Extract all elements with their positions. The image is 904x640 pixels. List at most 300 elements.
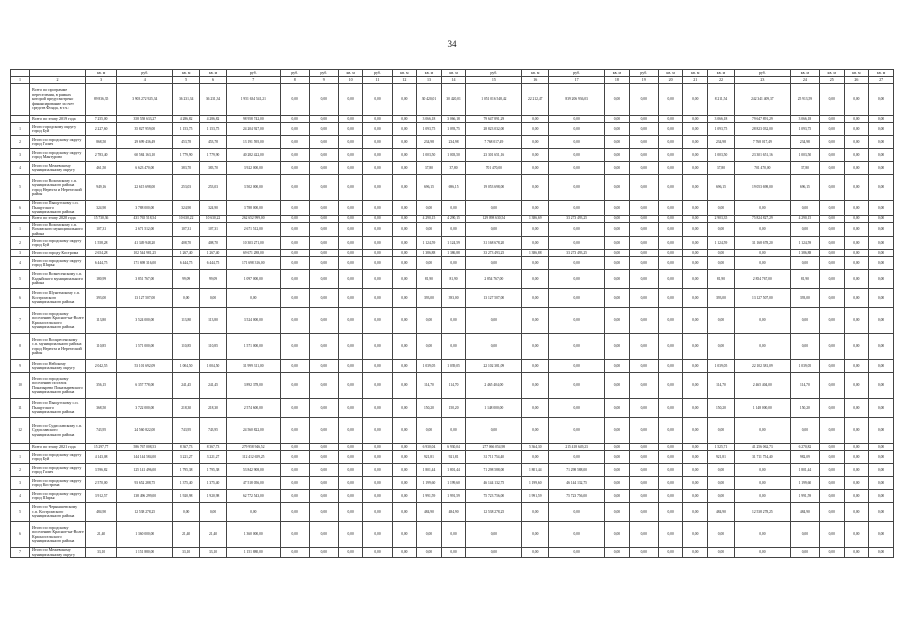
value-cell: 13 127 507,00 [466, 289, 522, 308]
value-cell: 0,00 [629, 464, 658, 477]
value-cell: 0,00 [549, 162, 605, 175]
value-cell: 0,00 [658, 270, 683, 289]
value-cell: 8 367,73 [173, 444, 200, 451]
column-number-cell: 26 [844, 77, 869, 84]
value-cell: 36 231,34 [173, 84, 200, 116]
value-cell: 0,00 [658, 175, 683, 201]
value-cell: 1 795,38 [200, 464, 227, 477]
table-row [11, 418, 894, 444]
table-row [11, 360, 894, 373]
value-cell: 0,00 [338, 175, 363, 201]
value-cell: 3 788 000,00 [117, 201, 173, 216]
value-cell: 0,00 [605, 399, 630, 418]
value-cell: 0,00 [683, 201, 708, 216]
value-cell: 0,00 [466, 201, 522, 216]
value-cell: 0,00 [869, 373, 894, 399]
value-cell: 0,00 [819, 123, 844, 136]
value-cell: 0,00 [658, 308, 683, 334]
value-cell: 277 066 054,98 [466, 444, 522, 451]
unit-header-cell: кв. м [522, 70, 549, 77]
value-cell: 0,00 [363, 334, 392, 360]
value-cell: 0,00 [844, 477, 869, 490]
value-cell: 12 538 278,25 [466, 503, 522, 522]
value-cell: 393,00 [417, 289, 442, 308]
value-cell: 0,00 [363, 136, 392, 149]
value-cell: 113,80 [173, 308, 200, 334]
value-cell: 0,00 [629, 477, 658, 490]
value-cell: 0,00 [309, 360, 338, 373]
value-cell: 0,00 [683, 548, 708, 558]
value-cell: 0,00 [683, 360, 708, 373]
value-cell: 0,00 [392, 503, 417, 522]
value-cell: 0,00 [658, 444, 683, 451]
row-label-cell: Итого по городскому поселению поселок Поназырево Поназыревского муниципального района [30, 373, 86, 399]
row-label-cell: Итого по Пыщугскому с.п. Пыщугского муниципального района [30, 399, 86, 418]
value-cell: 0,00 [819, 334, 844, 360]
unit-header-cell: кв. м [869, 70, 894, 77]
value-cell: 6 357 778,00 [117, 373, 173, 399]
value-cell: 0,00 [734, 477, 790, 490]
value-cell: 4 143,08 [85, 451, 116, 464]
value-cell: 0,00 [683, 222, 708, 237]
column-number-cell: 17 [549, 77, 605, 84]
value-cell: 0,00 [363, 123, 392, 136]
value-cell: 0,00 [309, 270, 338, 289]
value-cell: 0,00 [683, 451, 708, 464]
unit-header-cell: кв. м [173, 70, 200, 77]
value-cell: 102 544 981,25 [117, 250, 173, 257]
value-cell: 0,00 [309, 477, 338, 490]
row-label-cell: Итого по Чернышевскому с.п. Костромского муниципального района [30, 503, 86, 522]
value-cell: 1 153,75 [200, 123, 227, 136]
value-cell: 19 053 698,00 [734, 175, 790, 201]
value-cell: 0,00 [734, 250, 790, 257]
value-cell: 0,00 [417, 257, 442, 270]
value-cell: 0,00 [844, 162, 869, 175]
value-cell: 0,00 [522, 308, 549, 334]
value-cell: 234,98 [708, 136, 735, 149]
value-cell: 0,00 [338, 464, 363, 477]
value-cell: 0,00 [309, 464, 338, 477]
value-cell: 0,00 [363, 399, 392, 418]
unit-header-cell: руб. [549, 70, 605, 77]
column-number-cell: 6 [200, 77, 227, 84]
value-cell: 15 730,36 [85, 215, 116, 222]
value-cell: 0,00 [869, 116, 894, 123]
value-cell: 29 699 436,49 [117, 136, 173, 149]
value-cell: 921,81 [708, 451, 735, 464]
value-cell: 2 465 404,00 [734, 373, 790, 399]
value-cell: 0,00 [392, 201, 417, 216]
value-cell: 0,00 [819, 162, 844, 175]
value-cell: 0,00 [280, 215, 309, 222]
table-row [11, 175, 894, 201]
value-cell: 0,00 [708, 334, 735, 360]
value-cell: 0,00 [309, 522, 338, 548]
row-number-cell: 3 [11, 149, 30, 162]
value-cell: 0,00 [466, 222, 522, 237]
value-cell: 0,00 [338, 201, 363, 216]
value-cell: 71 298 588,00 [549, 464, 605, 477]
row-number-cell: 5 [11, 175, 30, 201]
row-label-cell: Итого по Шунгенскому с.п. Костромского муниципального района [30, 289, 86, 308]
value-cell: 0,00 [869, 522, 894, 548]
table-row [11, 334, 894, 360]
value-cell: 0,00 [363, 162, 392, 175]
table-row [11, 222, 894, 237]
value-cell: 0,00 [819, 418, 844, 444]
value-cell: 1 360 000,00 [117, 522, 173, 548]
value-cell: 0,00 [844, 136, 869, 149]
value-cell: 696,15 [708, 175, 735, 201]
value-cell: 0,00 [708, 548, 735, 558]
value-cell: 368,50 [85, 399, 116, 418]
value-cell: 701 470,00 [466, 162, 522, 175]
value-cell: 0,00 [844, 270, 869, 289]
value-cell: 81,90 [441, 270, 466, 289]
value-cell: 0,00 [790, 334, 819, 360]
value-cell: 0,00 [629, 250, 658, 257]
value-cell: 0,00 [309, 308, 338, 334]
value-cell: 241,45 [173, 373, 200, 399]
value-cell: 0,00 [392, 464, 417, 477]
value-cell: 0,00 [869, 257, 894, 270]
column-number-cell: 3 [85, 77, 116, 84]
value-cell: 0,00 [522, 123, 549, 136]
value-cell: 107,31 [85, 222, 116, 237]
row-number-cell: 1 [11, 123, 30, 136]
value-cell: 0,00 [280, 360, 309, 373]
column-number-cell: 21 [683, 77, 708, 84]
value-cell: 0,00 [819, 373, 844, 399]
value-cell: 4 286,82 [200, 116, 227, 123]
value-cell: 36 231,34 [200, 84, 227, 116]
value-cell: 129 098 630,54 [466, 215, 522, 222]
value-cell: 0,00 [549, 522, 605, 548]
value-cell: 0,00 [309, 418, 338, 444]
value-cell: 0,00 [869, 162, 894, 175]
value-cell: 0,00 [522, 399, 549, 418]
value-cell: 0,00 [819, 503, 844, 522]
value-cell: 0,00 [309, 175, 338, 201]
value-cell: 0,00 [392, 136, 417, 149]
value-cell: 0,00 [683, 116, 708, 123]
row-number-cell [11, 84, 30, 116]
value-cell: 0,00 [605, 360, 630, 373]
value-cell: 0,00 [658, 257, 683, 270]
value-cell: 0,00 [338, 162, 363, 175]
value-cell: 0,00 [819, 201, 844, 216]
table-row [11, 503, 894, 522]
value-cell: 99,09 [173, 270, 200, 289]
value-cell: 0,00 [658, 522, 683, 548]
column-number-cell: 10 [338, 77, 363, 84]
value-cell: 0,00 [309, 116, 338, 123]
value-cell: 7 768 017,49 [734, 136, 790, 149]
value-cell: 0,00 [338, 289, 363, 308]
value-cell: 0,00 [363, 503, 392, 522]
value-cell: 22 102 381,09 [466, 360, 522, 373]
subtotal-row [11, 116, 894, 123]
value-cell: 0,00 [605, 215, 630, 222]
value-cell: 1 004,50 [200, 360, 227, 373]
value-cell: 0,00 [338, 548, 363, 558]
value-cell: 0,00 [309, 222, 338, 237]
value-cell: 0,00 [280, 418, 309, 444]
value-cell: 0,00 [392, 360, 417, 373]
row-number-cell: 1 [11, 222, 30, 237]
value-cell: 393,00 [85, 289, 116, 308]
value-cell: 586 767 008,53 [117, 444, 173, 451]
value-cell: 171 698 316,00 [117, 257, 173, 270]
value-cell: 0,00 [869, 175, 894, 201]
value-cell: 79 647 891,29 [466, 116, 522, 123]
value-cell: 0,00 [280, 136, 309, 149]
value-cell: 0,00 [309, 257, 338, 270]
value-cell: 62 772 543,00 [226, 490, 280, 503]
value-cell: 0,00 [844, 451, 869, 464]
value-cell: 41 256 062,73 [734, 444, 790, 451]
value-cell: 0,00 [392, 270, 417, 289]
value-cell: 2 654,28 [85, 250, 116, 257]
value-cell: 696,15 [790, 175, 819, 201]
value-cell: 0,00 [708, 464, 735, 477]
value-cell: 0,00 [869, 149, 894, 162]
value-cell: 0,00 [280, 237, 309, 250]
value-cell: 324,90 [173, 201, 200, 216]
value-cell: 0,00 [683, 444, 708, 451]
value-cell: 24 560 822,00 [226, 418, 280, 444]
value-cell: 0,00 [734, 548, 790, 558]
value-cell: 0,00 [363, 373, 392, 399]
value-cell: 0,00 [309, 136, 338, 149]
value-cell: 0,00 [869, 464, 894, 477]
value-cell: 5 364,30 [522, 444, 549, 451]
value-cell: 7 255,00 [85, 116, 116, 123]
value-cell: 0,00 [441, 222, 466, 237]
value-cell: 0,00 [683, 237, 708, 250]
value-cell: 0,00 [844, 201, 869, 216]
value-cell: 0,00 [629, 123, 658, 136]
value-cell: 0,00 [441, 308, 466, 334]
value-cell: 408,70 [173, 237, 200, 250]
row-label-cell: Итого по городскому округу город Буй [30, 451, 86, 464]
row-label-cell: Итого по городскому округу город Галич [30, 136, 86, 149]
value-cell: 0,00 [417, 222, 442, 237]
value-cell: 408,70 [200, 237, 227, 250]
unit-header-cell: руб. [734, 70, 790, 77]
value-cell: 2 903,35 [708, 215, 735, 222]
value-cell: 0,00 [629, 175, 658, 201]
value-cell: 1 779,90 [200, 149, 227, 162]
value-cell: 0,00 [522, 162, 549, 175]
value-cell: 0,00 [844, 257, 869, 270]
value-cell: 0,00 [790, 522, 819, 548]
unit-header-cell: кв. м [392, 70, 417, 77]
value-cell: 0,00 [869, 222, 894, 237]
value-cell: 2 671 512,00 [117, 222, 173, 237]
value-cell: 0,00 [338, 399, 363, 418]
value-cell: 0,00 [522, 334, 549, 360]
value-cell: 1 386,88 [790, 250, 819, 257]
unit-header-cell: руб. [363, 70, 392, 77]
table-row [11, 464, 894, 477]
table-row [11, 490, 894, 503]
value-cell: 0,00 [392, 522, 417, 548]
value-cell: 0,00 [658, 123, 683, 136]
value-cell: 0,00 [658, 136, 683, 149]
value-cell: 0,00 [819, 250, 844, 257]
value-cell: 358 558 633,27 [117, 116, 173, 123]
value-cell: 0,00 [522, 289, 549, 308]
value-cell: 0,00 [417, 308, 442, 334]
value-cell: 0,00 [629, 334, 658, 360]
value-cell: 3 722 000,00 [117, 399, 173, 418]
value-cell: 0,00 [605, 136, 630, 149]
value-cell: 0,00 [549, 116, 605, 123]
column-number-cell: 4 [117, 77, 173, 84]
value-cell: 0,00 [363, 116, 392, 123]
value-cell: 28 823 032,00 [734, 123, 790, 136]
value-cell: 53 101 692,09 [117, 360, 173, 373]
value-cell: 0,00 [363, 490, 392, 503]
row-number-cell: 3 [11, 477, 30, 490]
value-cell: 0,00 [629, 84, 658, 116]
value-cell: 0,00 [363, 222, 392, 237]
value-cell: 0,00 [363, 477, 392, 490]
table-row [11, 270, 894, 289]
value-cell: 0,00 [549, 308, 605, 334]
value-cell: 0,00 [522, 373, 549, 399]
value-cell: 0,00 [844, 250, 869, 257]
value-cell: 1 386,69 [522, 215, 549, 222]
row-number-cell [11, 116, 30, 123]
value-cell: 0,00 [708, 490, 735, 503]
column-number-cell: 18 [605, 77, 630, 84]
value-cell: 0,00 [441, 257, 466, 270]
value-cell: 171 698 316,00 [226, 257, 280, 270]
value-cell: 0,00 [549, 237, 605, 250]
value-cell: 0,00 [173, 503, 200, 522]
value-cell: 0,00 [417, 548, 442, 558]
value-cell: 0,00 [605, 548, 630, 558]
value-cell: 0,00 [683, 84, 708, 116]
value-cell: 37,80 [417, 162, 442, 175]
column-number-cell: 13 [417, 77, 442, 84]
value-cell: 31 999 311,00 [226, 360, 280, 373]
value-cell: 0,00 [683, 250, 708, 257]
column-number-cell: 22 [708, 77, 735, 84]
value-cell: 3 851 767,00 [117, 270, 173, 289]
value-cell: 1 039,05 [790, 360, 819, 373]
value-cell: 0,00 [280, 270, 309, 289]
row-label-cell: Всего по программе переселения, в рамках которой предусмотрено финансирование за счет средств Фонда, в т.ч.: [30, 84, 86, 116]
value-cell: 0,00 [658, 399, 683, 418]
row-number-cell: 7 [11, 548, 30, 558]
value-cell: 3 221,27 [200, 451, 227, 464]
value-cell: 46 144 132,75 [549, 477, 605, 490]
value-cell: 0,00 [363, 548, 392, 558]
row-number-cell: 10 [11, 373, 30, 399]
value-cell: 0,00 [466, 548, 522, 558]
value-cell: 218,30 [200, 399, 227, 418]
value-cell: 150,20 [441, 399, 466, 418]
value-cell: 0,00 [466, 522, 522, 548]
value-cell: 0,00 [363, 215, 392, 222]
value-cell: 0,00 [844, 308, 869, 334]
value-cell: 0,00 [869, 136, 894, 149]
value-cell: 81,90 [790, 270, 819, 289]
row-label-cell: Всего по этапу 2019 года [30, 116, 86, 123]
value-cell: 1 097 000,00 [226, 270, 280, 289]
value-cell: 22 102 381,09 [734, 360, 790, 373]
value-cell: 3 903 272 925,34 [117, 84, 173, 116]
value-cell: 0,00 [392, 477, 417, 490]
value-cell: 0,00 [819, 149, 844, 162]
value-cell: 71 298 588,00 [466, 464, 522, 477]
value-cell: 4 290,15 [790, 215, 819, 222]
value-cell: 0,00 [629, 548, 658, 558]
value-cell: 0,00 [683, 418, 708, 444]
value-cell: 0,00 [363, 418, 392, 444]
value-cell: 0,00 [522, 136, 549, 149]
value-cell: 41 349 948,20 [117, 237, 173, 250]
value-cell: 0,00 [790, 308, 819, 334]
value-cell: 0,00 [338, 222, 363, 237]
value-cell: 0,00 [363, 237, 392, 250]
value-cell: 0,00 [280, 289, 309, 308]
value-cell: 0,00 [226, 503, 280, 522]
value-cell: 0,00 [844, 84, 869, 116]
column-number-cell: 16 [522, 77, 549, 84]
value-cell: 0,00 [844, 522, 869, 548]
value-cell: 0,00 [417, 418, 442, 444]
value-cell: 0,00 [605, 222, 630, 237]
value-cell: 696,15 [417, 175, 442, 201]
value-cell: 0,00 [309, 373, 338, 399]
value-cell: 0,00 [658, 250, 683, 257]
value-cell: 0,00 [392, 162, 417, 175]
value-cell: 81,90 [708, 270, 735, 289]
value-cell: 0,00 [683, 464, 708, 477]
value-cell: 6 444,75 [200, 257, 227, 270]
value-cell: 0,00 [392, 215, 417, 222]
value-cell: 15 297,77 [85, 444, 116, 451]
value-cell: 0,00 [819, 444, 844, 451]
row-number-cell: 9 [11, 360, 30, 373]
value-cell: 144 144 584,00 [117, 451, 173, 464]
value-cell: 0,00 [363, 464, 392, 477]
value-cell: 0,00 [629, 237, 658, 250]
value-cell: 0,00 [708, 201, 735, 216]
value-cell: 0,00 [683, 503, 708, 522]
value-cell: 0,00 [869, 490, 894, 503]
value-cell: 0,00 [338, 237, 363, 250]
value-cell: 0,00 [522, 237, 549, 250]
value-cell: 3 524 000,00 [226, 308, 280, 334]
value-cell: 0,00 [338, 477, 363, 490]
value-cell: 1 003,50 [708, 149, 735, 162]
value-cell: 0,00 [734, 418, 790, 444]
value-cell: 24 560 822,00 [117, 418, 173, 444]
value-cell: 0,00 [708, 222, 735, 237]
value-cell: 0,00 [605, 490, 630, 503]
value-cell: 1 124,59 [441, 237, 466, 250]
value-cell: 75 824 827,29 [734, 215, 790, 222]
table-row [11, 250, 894, 257]
column-number-cell: 15 [466, 77, 522, 84]
value-cell: 484,90 [708, 503, 735, 522]
